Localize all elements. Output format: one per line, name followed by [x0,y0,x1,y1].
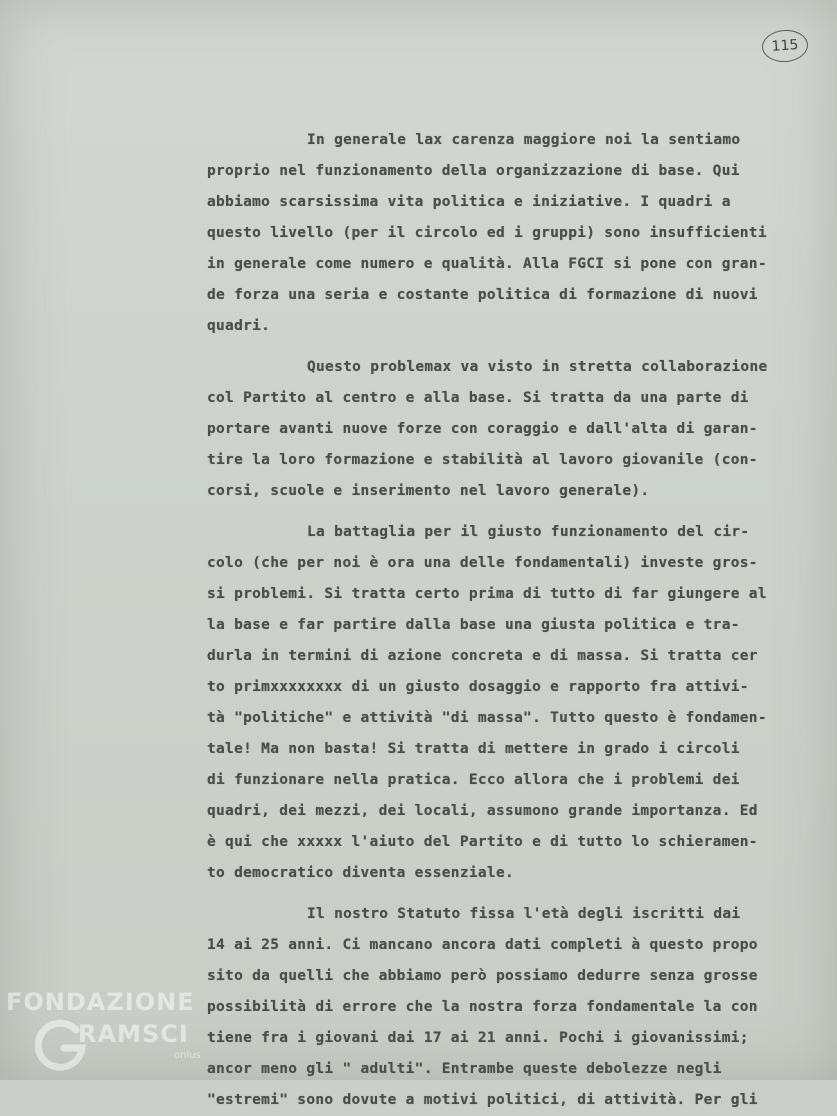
text-line: colo (che per noi è ora una delle fondamentali) investe gros- [207,555,758,571]
text-line: portare avanti nuove forze con coraggio e dall'alta di garan- [207,421,758,437]
page-number: 115 [761,28,809,63]
text-line: La battaglia per il giusto funzionamento del cir- [307,524,750,540]
text-line: col Partito al centro e alla base. Si tratta da una parte di [207,390,749,406]
text-line: questo livello (per il circolo ed i gruppi) sono insufficienti [207,225,767,241]
text-line: 14 ai 25 anni. Ci mancano ancora dati completi à questo propo [207,937,758,953]
text-line: to democratico diventa essenziale. [207,865,515,881]
text-line: tà "politiche" e attività "di massa". Tutto questo è fondamen- [207,710,767,726]
text-line: si problemi. Si tratta certo prima di tutto di far giungere al [207,586,767,602]
text-line: ancor meno gli " adulti". Entrambe queste debolezze negli [207,1061,722,1077]
typed-text [207,125,812,1116]
text-line: Questo problemax va visto in stretta collaborazione [307,359,768,375]
text-line: proprio nel funzionamento della organizzazione di base. Qui [207,163,740,179]
watermark-title: FONDAZIONE [6,988,195,1016]
text-line: tiene fra i giovani dai 17 ai 21 anni. Pochi i giovanissimi; [207,1030,749,1046]
text-line: tale! Ma non basta! Si tratta di mettere in grado i circoli [207,741,740,757]
text-line: In generale lax carenza maggiore noi la sentiamo [307,132,741,148]
text-line: de forza una seria e costante politica di formazione di nuovi [207,287,758,303]
text-line: sito da quelli che abbiamo però possiamo dedurre senza grosse [207,968,758,984]
text-line: in generale come numero e qualità. Alla FGCI si pone con gran- [207,256,767,272]
text-line: to primxxxxxxxx di un giusto dosaggio e rapporto fra attivi- [207,679,749,695]
watermark-subtitle: RAMSCI [78,1020,189,1048]
text-line: Il nostro Statuto fissa l'età degli iscritti dai [307,906,741,922]
text-line: è qui che xxxxx l'aiuto del Partito e di tutto lo schieramen- [207,834,758,850]
text-line: quadri. [207,318,271,334]
text-line: possibilità di errore che la nostra forza fondamentale la con [207,999,758,1015]
text-line: "estremi" sono dovute a motivi politici, di attività. Per gli [207,1092,758,1108]
fondazione-gramsci-watermark [6,988,206,1076]
watermark-suffix: onlus [174,1050,201,1061]
text-line: quadri, dei mezzi, dei locali, assumono grande importanza. Ed [207,803,758,819]
text-line: corsi, scuole e inserimento nel lavoro generale). [207,483,650,499]
text-line: di funzionare nella pratica. Ecco allora che i problemi dei [207,772,740,788]
text-line: abbiamo scarsissima vita politica e iniziative. I quadri a [207,194,731,210]
text-line: durla in termini di azione concreta e di massa. Si tratta cer [207,648,758,664]
text-line: la base e far partire dalla base una giusta politica e tra- [207,617,740,633]
text-line: tire la loro formazione e stabilità al lavoro giovanile (con- [207,452,758,468]
